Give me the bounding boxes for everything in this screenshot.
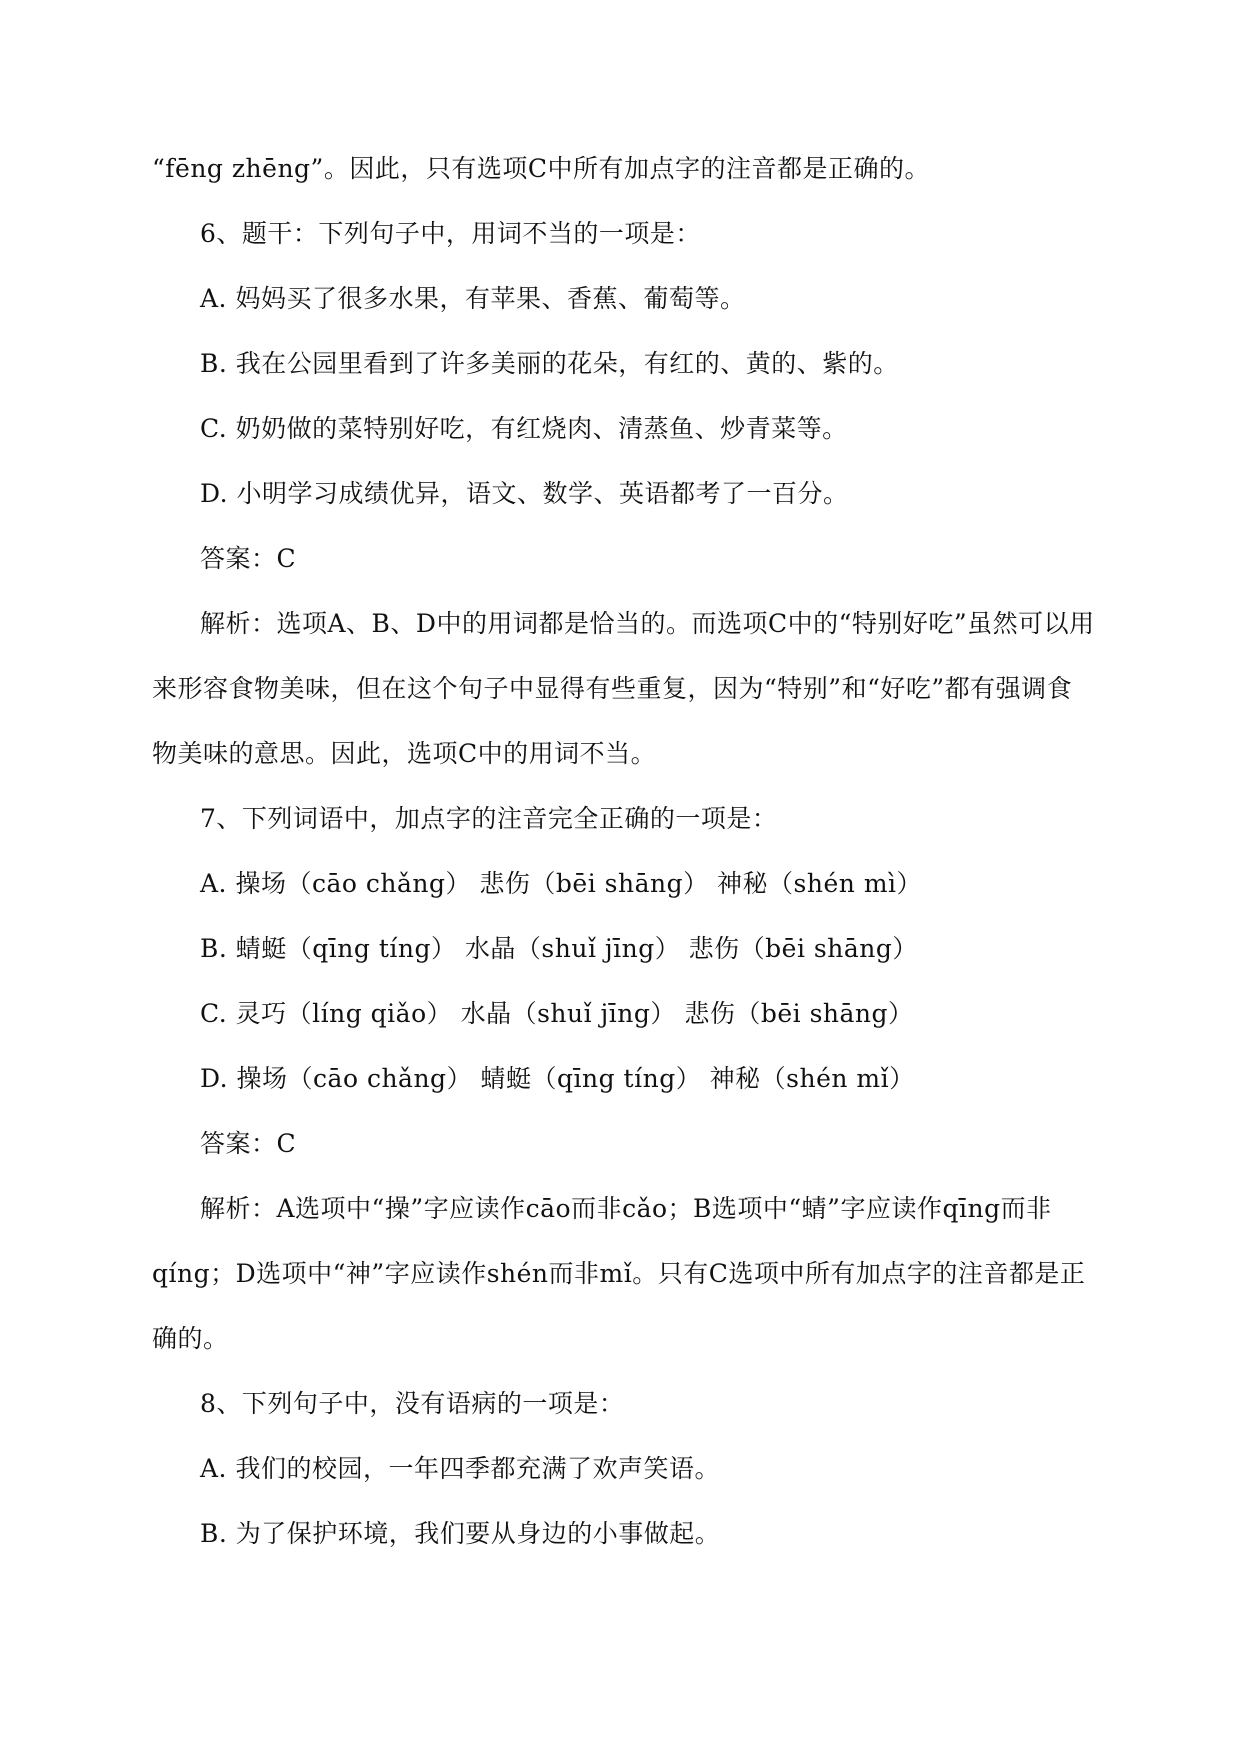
question-7-answer: 答案：C (200, 1129, 297, 1158)
question-7-option-d: D. 操场（cāo chǎng） 蜻蜓（qīng tíng） 神秘（shén mǐ） (200, 1064, 915, 1093)
question-7-option-a: A. 操场（cāo chǎng） 悲伤（bēi shāng） 神秘（shén mì） (200, 869, 923, 898)
question-8-option-a: A. 我们的校园，一年四季都充满了欢声笑语。 (200, 1454, 720, 1483)
question-7-option-b: B. 蜻蜓（qīng tíng） 水晶（shuǐ jīng） 悲伤（bēi shāng） (200, 934, 918, 963)
question-6-answer: 答案：C (200, 544, 297, 573)
question-6-analysis-cont: 物美味的意思。因此，选项C中的用词不当。 (152, 739, 657, 768)
question-6-option-a: A. 妈妈买了很多水果，有苹果、香蕉、葡萄等。 (200, 284, 746, 313)
question-6-option-d: D. 小明学习成绩优异，语文、数学、英语都考了一百分。 (200, 479, 849, 508)
question-7-analysis-cont: qíng；D选项中“神”字应读作shén而非mǐ。只有C选项中所有加点字的注音都是正 (152, 1259, 1086, 1288)
question-7-option-c: C. 灵巧（líng qiǎo） 水晶（shuǐ jīng） 悲伤（bēi shāng） (200, 999, 914, 1028)
question-7-stem: 7、下列词语中，加点字的注音完全正确的一项是： (200, 804, 778, 833)
question-6-analysis: 解析：选项A、B、D中的用词都是恰当的。而选项C中的“特别好吃”虽然可以用 (200, 609, 1095, 638)
question-6-stem: 6、题干：下列句子中，用词不当的一项是： (200, 219, 701, 248)
question-7-analysis: 解析：A选项中“操”字应读作cāo而非cǎo；B选项中“蜻”字应读作qīng而非 (200, 1194, 1052, 1223)
text-line: “fēng zhēng”。因此，只有选项C中所有加点字的注音都是正确的。 (152, 154, 930, 183)
question-6-analysis-cont: 来形容食物美味，但在这个句子中显得有些重复，因为“特别”和“好吃”都有强调食 (152, 674, 1073, 703)
question-8-stem: 8、下列句子中，没有语病的一项是： (200, 1389, 625, 1418)
question-6-option-b: B. 我在公园里看到了许多美丽的花朵，有红的、黄的、紫的。 (200, 349, 899, 378)
question-6-option-c: C. 奶奶做的菜特别好吃，有红烧肉、清蒸鱼、炒青菜等。 (200, 414, 848, 443)
question-7-analysis-cont: 确的。 (152, 1324, 229, 1353)
question-8-option-b: B. 为了保护环境，我们要从身边的小事做起。 (200, 1519, 721, 1548)
